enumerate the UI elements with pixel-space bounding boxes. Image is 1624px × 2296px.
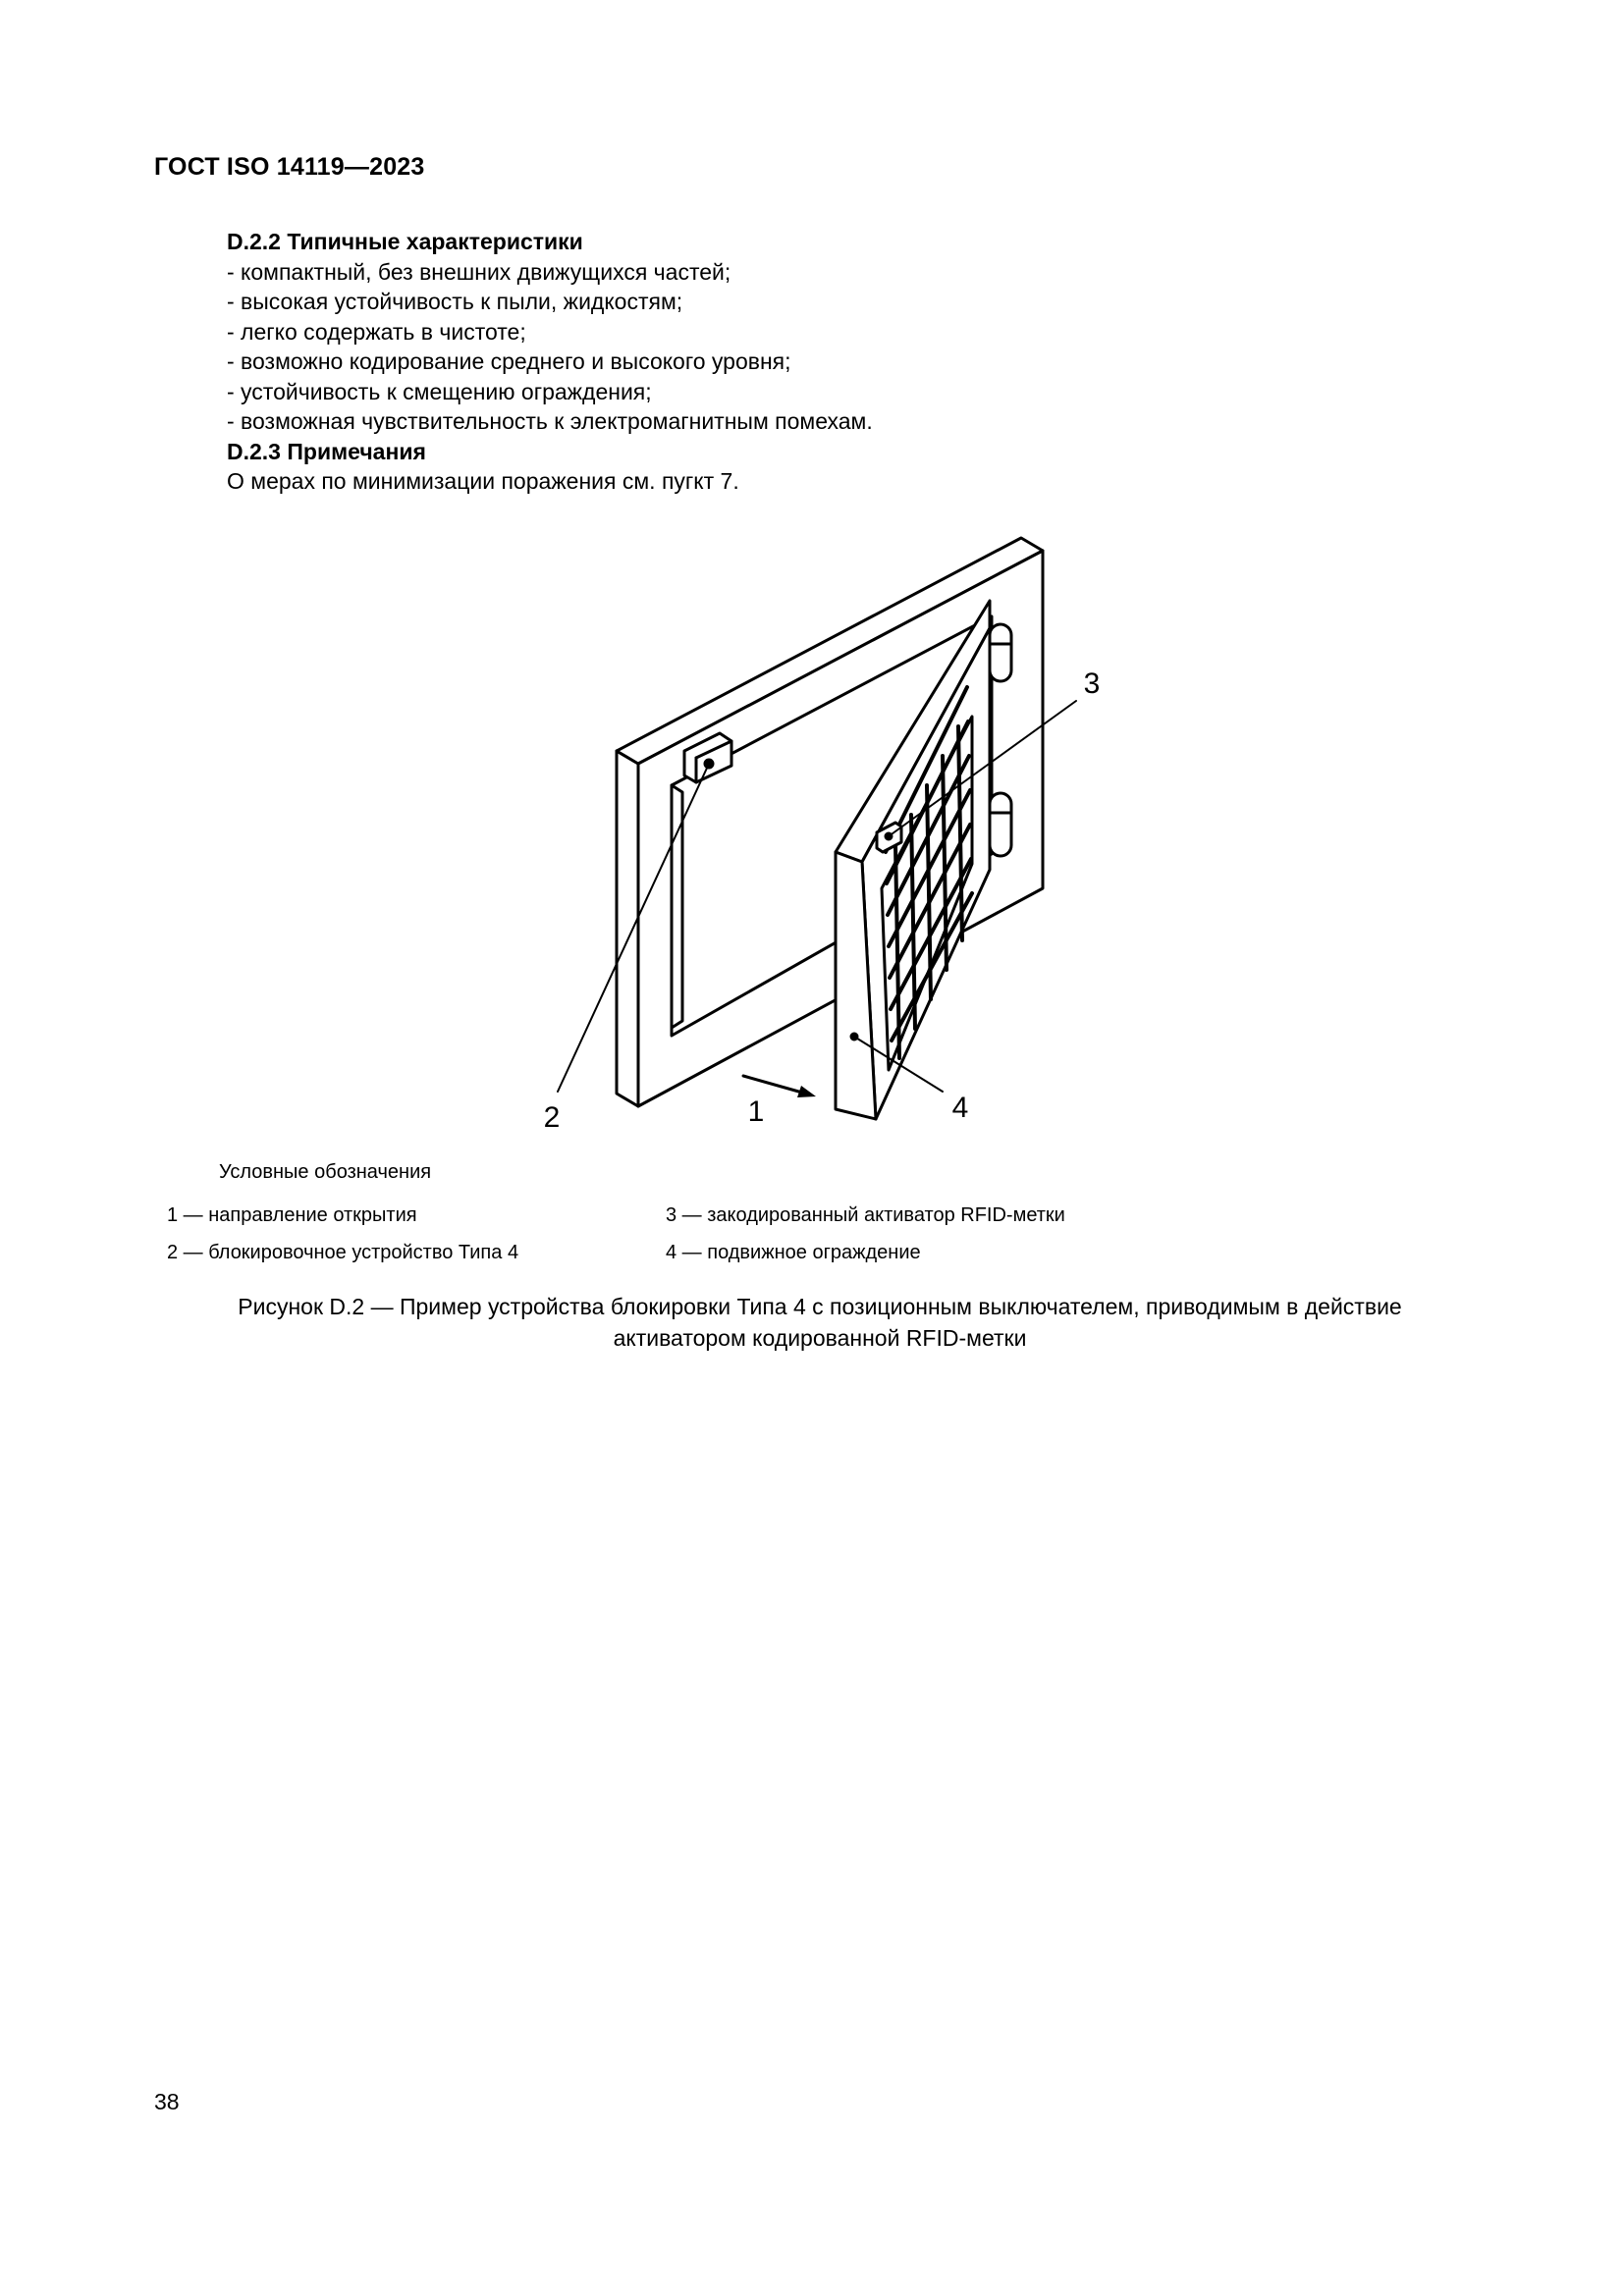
legend-item: 1 — направление открытия	[167, 1204, 417, 1226]
callout-2: 2	[543, 1101, 561, 1134]
section-223-text: О мерах по минимизации поражения см. пугкт 7.	[227, 468, 739, 494]
legend-item: 3 — закодированный активатор RFID-метки	[666, 1204, 1065, 1226]
legend-item: 4 — подвижное ограждение	[666, 1242, 921, 1263]
list-item: - компактный, без внешних движущихся частей;	[227, 258, 731, 285]
callout-4: 4	[951, 1092, 969, 1124]
legend-item: 2 — блокировочное устройство Типа 4	[167, 1242, 519, 1263]
document-header: ГОСТ ISO 14119—2023	[154, 153, 425, 181]
hinge-icon	[990, 793, 1011, 856]
list-item: - устойчивость к смещению ограждения;	[227, 378, 652, 404]
list-item: - высокая устойчивость к пыли, жидкостям;	[227, 289, 683, 314]
hinge-icon	[990, 624, 1011, 681]
list-item: - возможно кодирование среднего и высокого уровня;	[227, 348, 791, 374]
section-223-heading: D.2.3 Примечания	[227, 438, 426, 464]
caption-line: активатором кодированной RFID-метки	[613, 1325, 1027, 1351]
callout-3: 3	[1083, 667, 1101, 700]
figure-caption	[137, 1291, 1502, 1354]
callout-1: 1	[747, 1095, 765, 1128]
list-item: - возможная чувствительность к электромагнитным помехам.	[227, 408, 873, 434]
section-text	[227, 227, 873, 497]
list-item: - легко содержать в чистоте;	[227, 318, 526, 345]
legend-title: Условные обозначения	[219, 1161, 432, 1183]
interlock-figure	[535, 520, 1101, 1139]
opening-direction-arrow	[743, 1076, 816, 1097]
section-222-heading: D.2.2 Типичные характеристики	[227, 229, 583, 254]
page-number: 38	[154, 2089, 180, 2114]
caption-line: Рисунок D.2 — Пример устройства блокировки Типа 4 с позиционным выключателем, приводимым в действие	[238, 1294, 1402, 1319]
